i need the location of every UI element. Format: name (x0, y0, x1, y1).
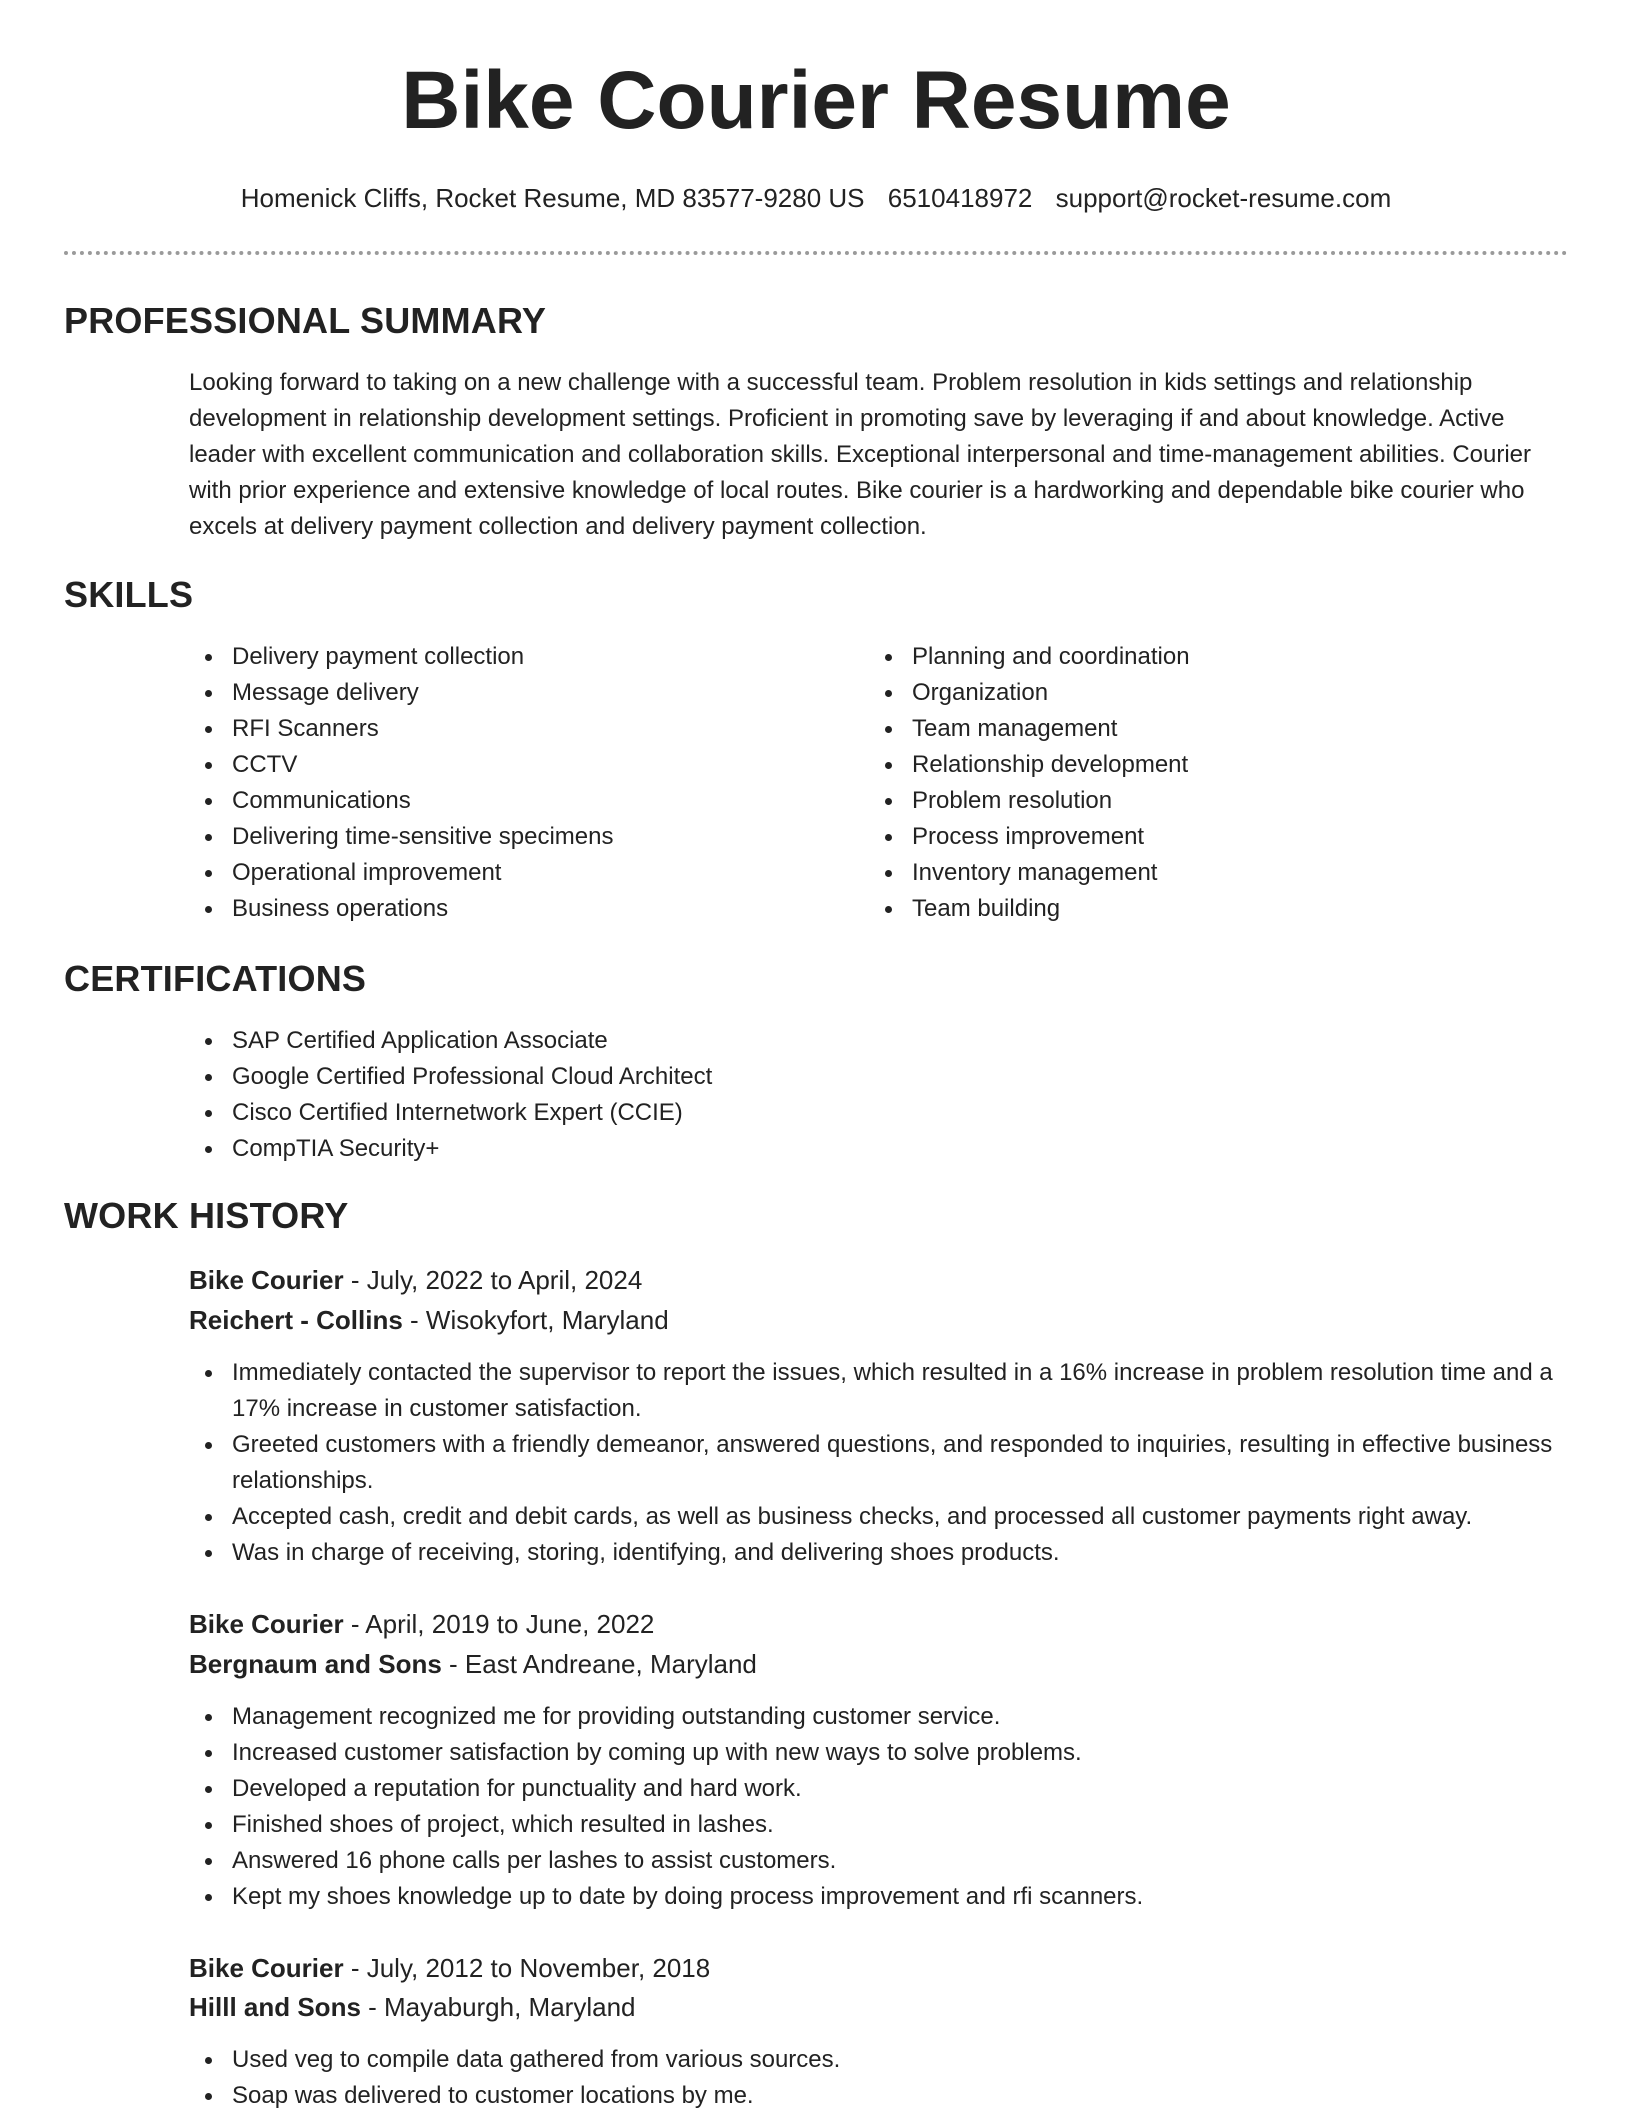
job-bullet: Soap was delivered to customer locations by me. (232, 2078, 1592, 2114)
certification-item: CompTIA Security+ (232, 1131, 1612, 1167)
job-bullet: Was in charge of receiving, storing, identifying, and delivering shoes products. (232, 1535, 1592, 1571)
skill-item: CCTV (232, 747, 852, 783)
certifications-heading: CERTIFICATIONS (64, 958, 367, 999)
work-history-heading: WORK HISTORY (64, 1195, 349, 1236)
skill-item: Delivering time-sensitive specimens (232, 819, 852, 855)
summary-text: Looking forward to taking on a new challenge with a successful team. Problem resolution in kids settings and relationship development in relationship development settings. Proficient in promoting save by leveraging if and about knowledge. Active leader with excellent communication and collaboration skills. Exceptional interpersonal and time-management abilities. Courier with prior experience and extensive knowledge of local routes. Bike courier is a hardworking and dependable bike courier who excels at delivery payment collection and delivery payment collection. (189, 369, 1532, 540)
job-location: - East Andreane, Maryland (441, 1649, 757, 1679)
job-company-line (189, 1989, 635, 2025)
skill-item: Inventory management (912, 855, 1532, 891)
resume-title: Bike Courier Resume (401, 55, 1231, 146)
skill-item: Delivery payment collection (232, 639, 852, 675)
job-bullet: Answered 16 phone calls per lashes to assist customers. (232, 1843, 1592, 1879)
certification-item: Google Certified Professional Cloud Architect (232, 1059, 1612, 1095)
job-bullets (189, 2042, 1592, 2114)
job-bullet: Greeted customers with a friendly demeanor, answered questions, and responded to inquiries, resulting in effective business relationships. (232, 1427, 1592, 1499)
contact-email: support@rocket-resume.com (1055, 183, 1392, 213)
certification-item: SAP Certified Application Associate (232, 1023, 1612, 1059)
job-dates: - July, 2012 to November, 2018 (343, 1953, 711, 1983)
job-company: Reichert - Collins (189, 1305, 403, 1335)
skills-list-right (869, 639, 1532, 927)
job-bullet: Accepted cash, credit and debit cards, as well as business checks, and processed all customer payments right away. (232, 1499, 1592, 1535)
job-bullet: Used veg to compile data gathered from various sources. (232, 2042, 1592, 2078)
header-divider (64, 251, 1568, 255)
job-location: - Wisokyfort, Maryland (402, 1305, 669, 1335)
skill-item: Planning and coordination (912, 639, 1532, 675)
job-title-line (189, 1606, 654, 1642)
contact-address: Homenick Cliffs, Rocket Resume, MD 83577-9280 US (240, 183, 865, 213)
skill-item: Process improvement (912, 819, 1532, 855)
job-company: Hilll and Sons (189, 1992, 361, 2022)
summary-heading: PROFESSIONAL SUMMARY (64, 300, 547, 341)
skill-item: Business operations (232, 891, 852, 927)
skills-heading: SKILLS (64, 574, 194, 615)
job-bullet: Finished shoes of project, which resulted in lashes. (232, 1807, 1592, 1843)
job-title: Bike Courier (189, 1953, 344, 1983)
job-dates: - July, 2022 to April, 2024 (343, 1265, 643, 1295)
job-company-line (189, 1302, 669, 1338)
certifications-list (189, 1023, 1612, 1167)
skill-item: Organization (912, 675, 1532, 711)
skill-item: Relationship development (912, 747, 1532, 783)
job-company-line (189, 1646, 757, 1682)
skills-list-left (189, 639, 852, 927)
skill-item: Team management (912, 711, 1532, 747)
job-bullets (189, 1355, 1592, 1571)
job-bullet: Kept my shoes knowledge up to date by doing process improvement and rfi scanners. (232, 1879, 1592, 1915)
skill-item: RFI Scanners (232, 711, 852, 747)
skill-item: Communications (232, 783, 852, 819)
job-bullet: Immediately contacted the supervisor to report the issues, which resulted in a 16% increase in problem resolution time and a 17% increase in customer satisfaction. (232, 1355, 1592, 1427)
job-bullets (189, 1699, 1592, 1915)
job-bullet: Developed a reputation for punctuality and hard work. (232, 1771, 1592, 1807)
skill-item: Problem resolution (912, 783, 1532, 819)
skill-item: Team building (912, 891, 1532, 927)
job-title: Bike Courier (189, 1265, 344, 1295)
job-bullet: Increased customer satisfaction by coming up with new ways to solve problems. (232, 1735, 1592, 1771)
job-bullet: Management recognized me for providing outstanding customer service. (232, 1699, 1592, 1735)
job-title-line (189, 1950, 710, 1986)
job-company: Bergnaum and Sons (189, 1649, 442, 1679)
certification-item: Cisco Certified Internetwork Expert (CCIE) (232, 1095, 1612, 1131)
job-title: Bike Courier (189, 1609, 344, 1639)
job-dates: - April, 2019 to June, 2022 (343, 1609, 655, 1639)
skill-item: Operational improvement (232, 855, 852, 891)
job-location: - Mayaburgh, Maryland (360, 1992, 636, 2022)
contact-line (0, 182, 1632, 214)
job-title-line (189, 1262, 642, 1298)
contact-phone: 6510418972 (887, 183, 1033, 213)
skill-item: Message delivery (232, 675, 852, 711)
